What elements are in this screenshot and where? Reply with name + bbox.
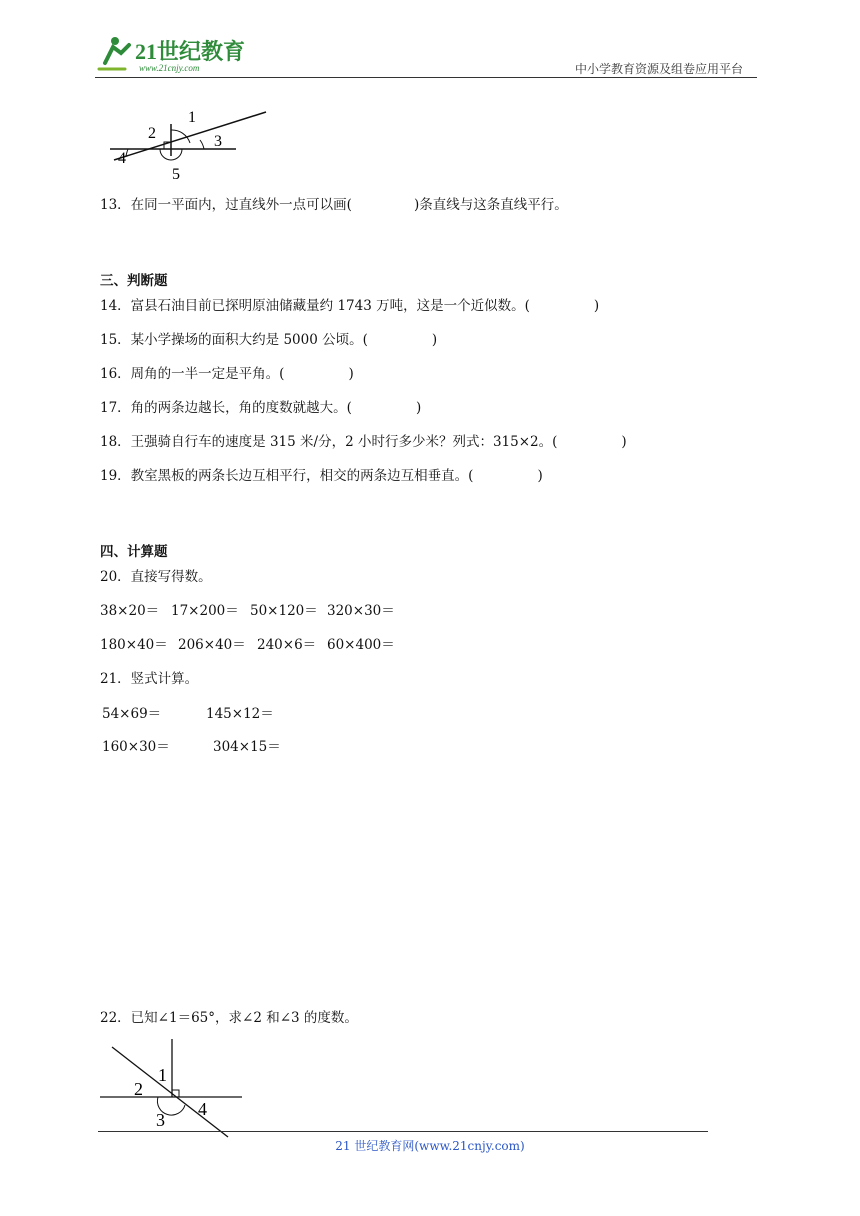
q20-item: 60×400＝ [327, 637, 395, 653]
q20-item: 320×30＝ [327, 603, 395, 619]
question-16 [100, 365, 354, 383]
logo [95, 33, 265, 75]
q19-text: 19．教室黑板的两条长边互相平行，相交的两条边互相垂直。( [100, 468, 474, 484]
label-2: 2 [134, 1079, 143, 1099]
logo-url: www.21cnjy.com [139, 63, 200, 73]
label-5: 5 [172, 166, 180, 183]
q21-title: 21．竖式计算。 [100, 671, 199, 687]
q20-item: 50×120＝ [250, 603, 318, 619]
q15-text: 15．某小学操场的面积大约是 5000 公顷。( [100, 332, 368, 348]
q17-close: ) [415, 400, 422, 416]
q13-text-after: )条直线与这条直线平行。 [413, 197, 568, 213]
q20-item: 17×200＝ [171, 603, 239, 619]
q20-item: 180×40＝ [100, 637, 168, 653]
q20-item: 206×40＝ [178, 637, 246, 653]
platform-name: 中小学教育资源及组卷应用平台 [575, 62, 744, 76]
q18-close: ) [621, 434, 627, 450]
logo-title: 21世纪教育 [135, 39, 246, 64]
section-title-calc: 四、计算题 [100, 544, 168, 560]
label-3: 3 [156, 1110, 165, 1130]
q16-text: 16．周角的一半一定是平角。( [100, 366, 285, 382]
q13-text-before: 13．在同一平面内，过直线外一点可以画( [100, 197, 352, 213]
angle-figure-top [108, 100, 273, 185]
q15-close: ) [431, 332, 438, 348]
label-4: 4 [198, 1099, 207, 1119]
label-4: 4 [118, 150, 126, 167]
q17-text: 17．角的两条边越长，角的度数就越大。( [100, 400, 352, 416]
label-1: 1 [188, 109, 196, 126]
q21-item: 304×15＝ [213, 739, 281, 755]
section-title-judge: 三、判断题 [100, 273, 168, 289]
logo-graphic [95, 33, 265, 75]
header-divider [95, 77, 757, 78]
q20-item: 38×20＝ [100, 603, 160, 619]
q14-close: ) [593, 298, 600, 314]
q21-item: 160×30＝ [102, 739, 170, 755]
q20-title: 20．直接写得数。 [100, 569, 212, 585]
angle-figure-bottom [98, 1035, 248, 1143]
footer-divider [98, 1131, 708, 1132]
question-18 [100, 433, 627, 451]
question-19 [100, 467, 543, 485]
question-14 [100, 297, 599, 315]
q16-close: ) [348, 366, 354, 382]
q20-item: 240×6＝ [257, 637, 317, 653]
q21-item: 54×69＝ [102, 706, 162, 722]
question-13 [100, 196, 568, 214]
label-3: 3 [214, 133, 222, 150]
question-17 [100, 399, 421, 417]
q19-close: ) [537, 468, 543, 484]
q14-text: 14．富县石油目前已探明原油储藏量约 1743 万吨，这是一个近似数。( [100, 298, 530, 314]
footer-link[interactable]: 21 世纪教育网(www.21cnjy.com) [335, 1139, 525, 1153]
label-2: 2 [148, 125, 156, 142]
q18-text: 18．王强骑自行车的速度是 315 米/分，2 小时行多少米？列式：315×2。( [100, 434, 558, 450]
q21-item: 145×12＝ [206, 706, 274, 722]
label-1: 1 [158, 1065, 167, 1085]
q22-title: 22．已知∠1＝65°，求∠2 和∠3 的度数。 [100, 1010, 358, 1026]
question-15 [100, 331, 437, 349]
